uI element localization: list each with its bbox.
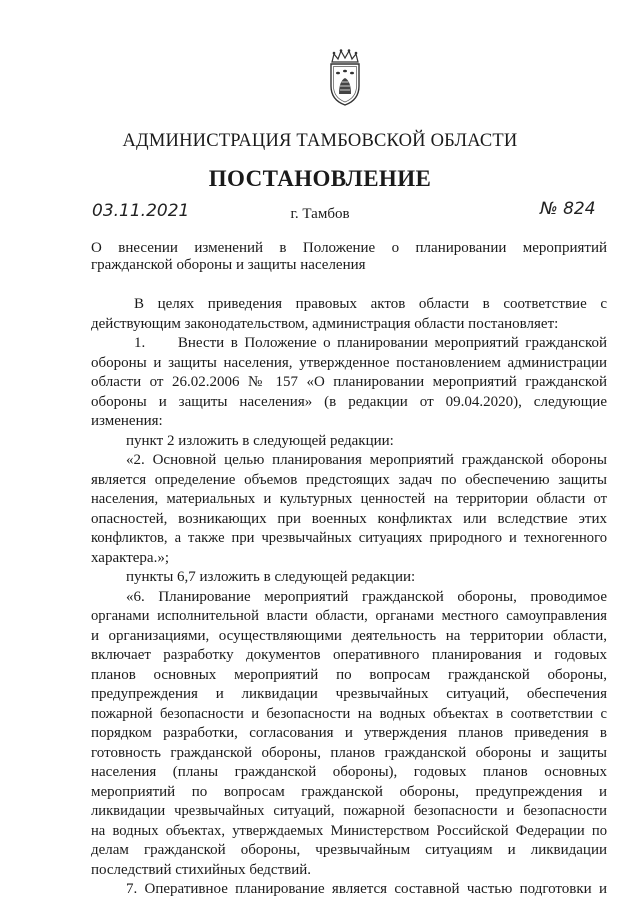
body-line: планов основных мероприятий по вопросам гражданской обороны, xyxy=(91,666,607,683)
body-line: «2. Основной целью планирования мероприятий гражданской обороны xyxy=(126,452,607,468)
body-line: делам гражданской обороны, чрезвычайным ситуациям и ликвидации xyxy=(91,842,607,858)
body-line: последствий стихийных бедствий. xyxy=(91,861,312,878)
body-line: пункт 2 изложить в следующей редакции: xyxy=(126,432,394,449)
document-body xyxy=(91,295,607,900)
document-city: г. Тамбов xyxy=(290,206,350,222)
body-line: готовность гражданской обороны, планов гражданской обороны и защиты xyxy=(91,744,607,761)
body-line: «6. Планирование мероприятий гражданской обороны, проводимое xyxy=(126,588,607,605)
body-line: изменения: xyxy=(91,413,163,429)
body-line: предупреждения и ликвидации чрезвычайных ситуаций, обеспечения xyxy=(91,686,607,702)
body-line: органами исполнительной власти области, органами местного самоуправления xyxy=(91,608,607,624)
subject-line: гражданской обороны и защиты населения xyxy=(91,257,366,273)
body-line: порядком разработки, согласования и утверждения планов приведения в xyxy=(91,725,607,741)
document-date: 03.11.2021 xyxy=(92,201,190,221)
body-line: является определение объемов предстоящих задач по обеспечению защиты xyxy=(91,471,607,488)
body-line: области от 26.02.2006 № 157 «О планировании мероприятий гражданской xyxy=(91,374,607,390)
organization-name: АДМИНИСТРАЦИЯ ТАМБОВСКОЙ ОБЛАСТИ xyxy=(122,131,518,151)
body-line: населения, материальных и культурных ценностей на территории области от xyxy=(91,491,607,507)
subject-line: О внесении изменений в Положение о планировании мероприятий xyxy=(91,240,607,256)
body-line: действующим законодательством, администрация области постановляет: xyxy=(91,315,559,332)
body-line: ликвидации чрезвычайных ситуаций, пожарной безопасности и безопасности xyxy=(91,803,607,819)
body-line: включает разработку документов оперативного планирования и годовых xyxy=(91,647,607,663)
tambov-coat-of-arms-icon xyxy=(322,48,368,108)
body-line: 1. Внести в Положение о планировании мероприятий гражданской xyxy=(134,335,607,351)
document-title: ПОСТАНОВЛЕНИЕ xyxy=(208,166,432,191)
body-line: В целях приведения правовых актов области в соответствие с xyxy=(134,296,607,312)
body-line: опасностей, возникающих при военных конфликтах или вследствие этих xyxy=(91,510,607,527)
document-subject xyxy=(91,240,607,274)
body-line: обороны и защиты населения» (в редакции от 09.04.2020), следующие xyxy=(91,393,607,410)
body-line: мероприятий по вопросам гражданской обороны, предупреждения и xyxy=(91,783,607,800)
body-line: пожарной безопасности и безопасности на водных объектах в соответствии с xyxy=(91,705,607,722)
body-line: населения (планы гражданской обороны), годовых планов основных xyxy=(91,764,607,780)
body-line: и организациями, осуществляющими деятельность на территории области, xyxy=(91,627,607,644)
body-line: на водных объектах, утверждаемых Министерством Российской Федерации по xyxy=(91,822,607,839)
body-line: конфликтов, а также при чрезвычайных ситуациях природного и техногенного xyxy=(91,530,607,546)
body-line: характера.»; xyxy=(91,549,169,566)
body-line: 7. Оперативное планирование является составной частью подготовки и xyxy=(126,881,607,897)
document-number: № 824 xyxy=(540,199,596,219)
body-line: обороны и защиты населения, утвержденное постановлением администрации xyxy=(91,354,607,371)
body-line: пункты 6,7 изложить в следующей редакции: xyxy=(126,569,416,585)
